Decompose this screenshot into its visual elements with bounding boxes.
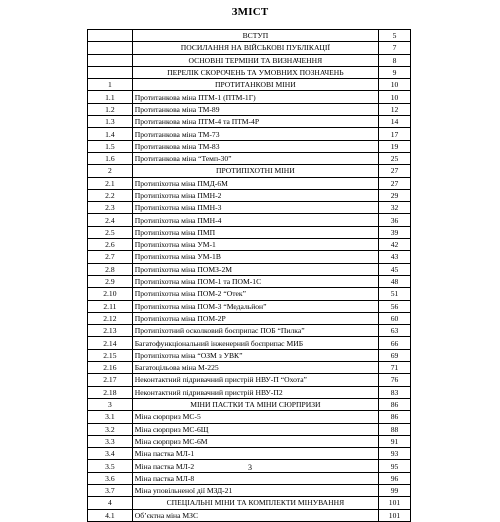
toc-row	[88, 140, 411, 152]
toc-row	[88, 435, 411, 447]
toc-item-number: 1.6	[88, 152, 133, 164]
toc-item-number: 2.11	[88, 300, 133, 312]
toc-item-number: 2.13	[88, 325, 133, 337]
toc-body	[88, 30, 411, 522]
toc-page-number: 63	[379, 325, 411, 337]
toc-page-number: 27	[379, 165, 411, 177]
toc-page-number: 88	[379, 423, 411, 435]
toc-item-number: 1.1	[88, 91, 133, 103]
toc-page-number: 14	[379, 116, 411, 128]
toc-row	[88, 398, 411, 410]
toc-item-number: 3.4	[88, 448, 133, 460]
toc-item-title: Протитанкова міна ПТМ-4 та ПТМ-4Р	[132, 116, 378, 128]
toc-page-number: 51	[379, 288, 411, 300]
toc-item-title: Неконтактний підривачний пристрій НВУ-П “Охота”	[132, 374, 378, 386]
toc-item-title: Протипіхотний осколковий боєприпас ПОБ “Пилка”	[132, 325, 378, 337]
toc-row	[88, 411, 411, 423]
toc-item-title: Протитанкова міна ТМ-73	[132, 128, 378, 140]
table-of-contents	[87, 29, 411, 522]
toc-item-title: Об’єктна міна МЗС	[132, 509, 378, 521]
toc-item-number: 1.3	[88, 116, 133, 128]
toc-item-number: 4	[88, 497, 133, 509]
toc-item-number: 3.2	[88, 423, 133, 435]
toc-item-title: Міна сюрприз МС-6Щ	[132, 423, 378, 435]
toc-row	[88, 91, 411, 103]
toc-item-title: Міна пастка МЛ-1	[132, 448, 378, 460]
toc-page-number: 99	[379, 484, 411, 496]
toc-item-number: 2.5	[88, 226, 133, 238]
toc-row	[88, 66, 411, 78]
toc-row	[88, 288, 411, 300]
toc-item-title: Протипіхотна міна ПОМ-2 “Отек”	[132, 288, 378, 300]
toc-row	[88, 374, 411, 386]
toc-item-number: 2.3	[88, 202, 133, 214]
toc-item-title: Протипіхотна міна ПМД-6М	[132, 177, 378, 189]
toc-item-title: Протипіхотна міна ПМН-2	[132, 189, 378, 201]
toc-item-title: Протитанкова міна ПТМ-1 (ПТМ-1Г)	[132, 91, 378, 103]
toc-item-title: Протипіхотна міна ПМП	[132, 226, 378, 238]
toc-item-title: Протипіхотна міна ПМН-3	[132, 202, 378, 214]
toc-item-number: 2.17	[88, 374, 133, 386]
toc-item-number: 3.6	[88, 472, 133, 484]
toc-item-number: 4.1	[88, 509, 133, 521]
toc-page-number: 43	[379, 251, 411, 263]
toc-section-title: ВСТУП	[132, 30, 378, 42]
toc-row	[88, 128, 411, 140]
toc-row	[88, 472, 411, 484]
toc-section-title: МІНИ ПАСТКИ ТА МІНИ СЮРПРИЗИ	[132, 398, 378, 410]
toc-item-title: Протипіхотна міна УМ-1	[132, 239, 378, 251]
toc-item-number	[88, 54, 133, 66]
toc-section-title: ПОСИЛАННЯ НА ВІЙСЬКОВІ ПУБЛІКАЦІЇ	[132, 42, 378, 54]
toc-item-title: Міна пастка МЛ-8	[132, 472, 378, 484]
toc-row	[88, 116, 411, 128]
toc-row	[88, 509, 411, 521]
toc-item-number: 3.1	[88, 411, 133, 423]
toc-item-title: Міна сюрприз МС-6М	[132, 435, 378, 447]
toc-row	[88, 226, 411, 238]
toc-row	[88, 423, 411, 435]
toc-item-title: Протитанкова міна ТМ-83	[132, 140, 378, 152]
toc-page-number: 66	[379, 337, 411, 349]
toc-page-number: 95	[379, 460, 411, 472]
toc-item-title: Протитанкова міна ТМ-89	[132, 103, 378, 115]
toc-page-number: 83	[379, 386, 411, 398]
toc-page-number: 8	[379, 54, 411, 66]
toc-row	[88, 362, 411, 374]
toc-item-number: 2.7	[88, 251, 133, 263]
page-title: ЗМІСТ	[231, 6, 269, 18]
toc-page-number: 12	[379, 103, 411, 115]
toc-item-title: Неконтактний підривачний пристрій НВУ-П2	[132, 386, 378, 398]
toc-row	[88, 484, 411, 496]
toc-page-number: 42	[379, 239, 411, 251]
toc-item-title: Міна уповільненої дії МЗД-21	[132, 484, 378, 496]
toc-item-number: 2.10	[88, 288, 133, 300]
toc-row	[88, 177, 411, 189]
toc-row	[88, 448, 411, 460]
toc-page-number: 5	[379, 30, 411, 42]
toc-row	[88, 349, 411, 361]
toc-item-number: 2.15	[88, 349, 133, 361]
toc-item-number: 2.16	[88, 362, 133, 374]
toc-page-number: 56	[379, 300, 411, 312]
toc-row	[88, 263, 411, 275]
toc-row	[88, 275, 411, 287]
toc-row	[88, 54, 411, 66]
toc-item-number: 2.18	[88, 386, 133, 398]
toc-page-number: 86	[379, 398, 411, 410]
toc-item-number: 3	[88, 398, 133, 410]
toc-row	[88, 386, 411, 398]
toc-row	[88, 165, 411, 177]
toc-item-number: 2	[88, 165, 133, 177]
toc-item-number	[88, 30, 133, 42]
toc-row	[88, 214, 411, 226]
toc-page-number: 9	[379, 66, 411, 78]
toc-item-title: Протипіхотна міна ПОМЗ-2М	[132, 263, 378, 275]
toc-page-number: 17	[379, 128, 411, 140]
toc-item-title: Протипіхотна міна ПОМ-2Р	[132, 312, 378, 324]
toc-item-number: 2.14	[88, 337, 133, 349]
toc-item-number: 2.2	[88, 189, 133, 201]
toc-page-number: 39	[379, 226, 411, 238]
toc-item-number: 3.7	[88, 484, 133, 496]
toc-item-title: Міна пастка МЛ-2	[132, 460, 378, 472]
toc-row	[88, 79, 411, 91]
toc-item-number: 3.5	[88, 460, 133, 472]
toc-page-number: 101	[379, 497, 411, 509]
toc-row	[88, 497, 411, 509]
toc-row	[88, 239, 411, 251]
toc-row	[88, 325, 411, 337]
toc-item-number: 2.12	[88, 312, 133, 324]
toc-row	[88, 42, 411, 54]
toc-page-number: 25	[379, 152, 411, 164]
toc-item-number: 1.5	[88, 140, 133, 152]
toc-page-number: 7	[379, 42, 411, 54]
toc-item-title: Багатофункціональний інженерний боєприпас МИБ	[132, 337, 378, 349]
toc-item-number	[88, 66, 133, 78]
toc-row	[88, 103, 411, 115]
toc-section-title: СПЕЦІАЛЬНІ МІНИ ТА КОМПЛЕКТИ МІНУВАННЯ	[132, 497, 378, 509]
toc-page-number: 48	[379, 275, 411, 287]
toc-page-number: 36	[379, 214, 411, 226]
toc-item-title: Міна сюрприз МС-5	[132, 411, 378, 423]
toc-row	[88, 30, 411, 42]
toc-page-number: 71	[379, 362, 411, 374]
toc-section-title: ПРОТИПІХОТНІ МІНИ	[132, 165, 378, 177]
toc-page-number: 29	[379, 189, 411, 201]
toc-page-number: 69	[379, 349, 411, 361]
toc-item-title: Протипіхотна міна “ОЗМ з УВК”	[132, 349, 378, 361]
toc-item-number: 2.6	[88, 239, 133, 251]
toc-item-title: Протитанкова міна “Темп-30”	[132, 152, 378, 164]
toc-row	[88, 152, 411, 164]
toc-row	[88, 189, 411, 201]
toc-item-title: Протипіхотна міна УМ-1В	[132, 251, 378, 263]
toc-row	[88, 300, 411, 312]
toc-item-title: Протипіхотна міна ПМН-4	[132, 214, 378, 226]
toc-section-title: ПЕРЕЛІК СКОРОЧЕНЬ ТА УМОВНИХ ПОЗНАЧЕНЬ	[132, 66, 378, 78]
toc-item-number: 2.1	[88, 177, 133, 189]
toc-item-number: 1	[88, 79, 133, 91]
toc-item-number: 2.9	[88, 275, 133, 287]
toc-item-title: Протипіхотна міна ПОМ-1 та ПОМ-1С	[132, 275, 378, 287]
toc-page-number: 10	[379, 91, 411, 103]
toc-item-title: Протипіхотна міна ПОМ-3 “Медальйон”	[132, 300, 378, 312]
toc-page-number: 10	[379, 79, 411, 91]
toc-item-number: 2.8	[88, 263, 133, 275]
toc-item-number: 1.2	[88, 103, 133, 115]
toc-item-number: 3.3	[88, 435, 133, 447]
toc-row	[88, 251, 411, 263]
toc-section-title: ОСНОВНІ ТЕРМІНИ ТА ВИЗНАЧЕННЯ	[132, 54, 378, 66]
toc-page-number: 60	[379, 312, 411, 324]
toc-page-number: 96	[379, 472, 411, 484]
toc-row	[88, 202, 411, 214]
toc-page-number: 91	[379, 435, 411, 447]
page-number: 3	[248, 463, 252, 472]
toc-section-title: ПРОТИТАНКОВІ МІНИ	[132, 79, 378, 91]
toc-row	[88, 337, 411, 349]
toc-page-number: 86	[379, 411, 411, 423]
toc-page-number: 76	[379, 374, 411, 386]
toc-page-number: 45	[379, 263, 411, 275]
toc-item-title: Багатоцільова міна М-225	[132, 362, 378, 374]
toc-item-number: 1.4	[88, 128, 133, 140]
toc-page-number: 93	[379, 448, 411, 460]
toc-page-number: 101	[379, 509, 411, 521]
toc-item-number: 2.4	[88, 214, 133, 226]
toc-item-number	[88, 42, 133, 54]
toc-page-number: 27	[379, 177, 411, 189]
toc-row	[88, 312, 411, 324]
toc-page-number: 19	[379, 140, 411, 152]
toc-page-number: 32	[379, 202, 411, 214]
